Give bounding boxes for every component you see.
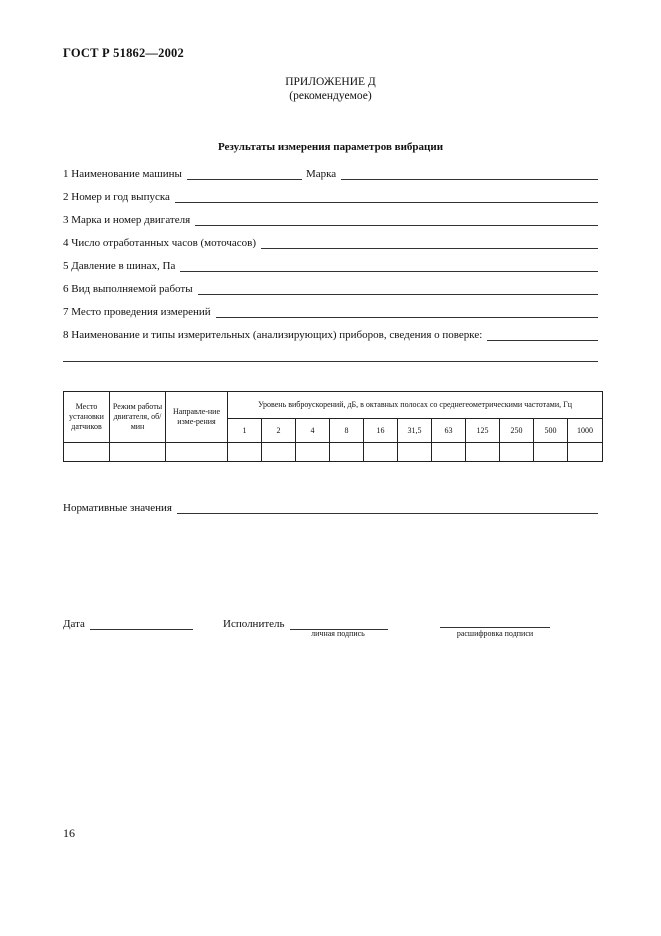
table-cell[interactable]: [568, 443, 603, 462]
freq-header: 2: [262, 419, 296, 443]
field-location: [63, 302, 598, 318]
field-location-label: 7 Место проведения измерений: [63, 306, 211, 318]
field-brand-label: Марка: [305, 168, 337, 180]
field-instruments-label: 8 Наименование и типы измерительных (анализирующих) приборов, сведения о поверке:: [63, 329, 483, 341]
table-row: [64, 443, 603, 462]
col-header-level: Уровень виброускорений, дБ, в октавных полосах со среднегеометрическими частотами, Гц: [228, 392, 603, 419]
table-cell[interactable]: [166, 443, 228, 462]
table-cell[interactable]: [364, 443, 398, 462]
freq-header: 250: [500, 419, 534, 443]
col-header-mode: Режим работы двигателя, об/мин: [110, 392, 166, 443]
table-cell[interactable]: [398, 443, 432, 462]
field-work-type-label: 6 Вид выполняемой работы: [63, 283, 193, 295]
date-label: Дата: [63, 618, 85, 630]
field-instruments-blank[interactable]: [487, 330, 598, 341]
field-hours: [63, 233, 598, 249]
freq-header: 16: [364, 419, 398, 443]
field-engine-blank[interactable]: [195, 215, 598, 226]
field-hours-label: 4 Число отработанных часов (моточасов): [63, 237, 257, 249]
date-blank[interactable]: [90, 619, 193, 630]
field-normative-blank[interactable]: [177, 503, 598, 514]
field-number-year-label: 2 Номер и год выпуска: [63, 191, 170, 203]
field-location-blank[interactable]: [216, 307, 598, 318]
freq-header: 125: [466, 419, 500, 443]
col-header-location: Место установки датчиков: [64, 392, 110, 443]
executor-field: [223, 614, 388, 630]
appendix-title: ПРИЛОЖЕНИЕ Д: [285, 76, 376, 88]
field-instruments: [63, 325, 598, 341]
table-cell[interactable]: [262, 443, 296, 462]
col-header-direction: Направле-ние изме-рения: [166, 392, 228, 443]
signature-decoding-caption: расшифровка подписи: [456, 629, 534, 638]
field-engine: [63, 210, 598, 226]
table-cell[interactable]: [432, 443, 466, 462]
signature-decoding-blank[interactable]: [440, 627, 550, 628]
executor-label: Исполнитель: [223, 618, 285, 630]
field-machine-name: [63, 164, 598, 180]
field-tire-pressure-blank[interactable]: [180, 261, 598, 272]
table-cell[interactable]: [466, 443, 500, 462]
field-work-type-blank[interactable]: [198, 284, 598, 295]
field-number-year: [63, 187, 598, 203]
field-normative-label: Нормативные значения: [63, 502, 172, 514]
page-number: 16: [63, 826, 75, 840]
freq-header: 8: [330, 419, 364, 443]
section-title: Результаты измерения параметров вибрации: [217, 141, 444, 153]
field-brand-blank[interactable]: [341, 169, 598, 180]
freq-header: 63: [432, 419, 466, 443]
field-number-year-blank[interactable]: [175, 192, 598, 203]
vibration-table: [63, 391, 603, 462]
field-hours-blank[interactable]: [261, 238, 598, 249]
table-cell[interactable]: [534, 443, 568, 462]
personal-signature-caption: личная подпись: [311, 629, 365, 638]
table-cell[interactable]: [110, 443, 166, 462]
table-cell[interactable]: [228, 443, 262, 462]
field-work-type: [63, 279, 598, 295]
field-instruments-extra-line[interactable]: [63, 361, 598, 362]
appendix-note: (рекомендуемое): [289, 90, 372, 102]
date-field: [63, 614, 193, 630]
field-engine-label: 3 Марка и номер двигателя: [63, 214, 191, 226]
freq-header: 500: [534, 419, 568, 443]
document-header: ГОСТ Р 51862—2002: [63, 46, 184, 60]
table-cell[interactable]: [500, 443, 534, 462]
field-normative: [63, 498, 598, 514]
freq-header: 4: [296, 419, 330, 443]
field-machine-name-blank[interactable]: [187, 169, 302, 180]
field-tire-pressure: [63, 256, 598, 272]
freq-header: 1: [228, 419, 262, 443]
freq-header: 31,5: [398, 419, 432, 443]
freq-header: 1000: [568, 419, 603, 443]
table-cell[interactable]: [330, 443, 364, 462]
field-machine-name-label: 1 Наименование машины: [63, 168, 182, 180]
table-cell[interactable]: [64, 443, 110, 462]
field-tire-pressure-label: 5 Давление в шинах, Па: [63, 260, 176, 272]
table-cell[interactable]: [296, 443, 330, 462]
